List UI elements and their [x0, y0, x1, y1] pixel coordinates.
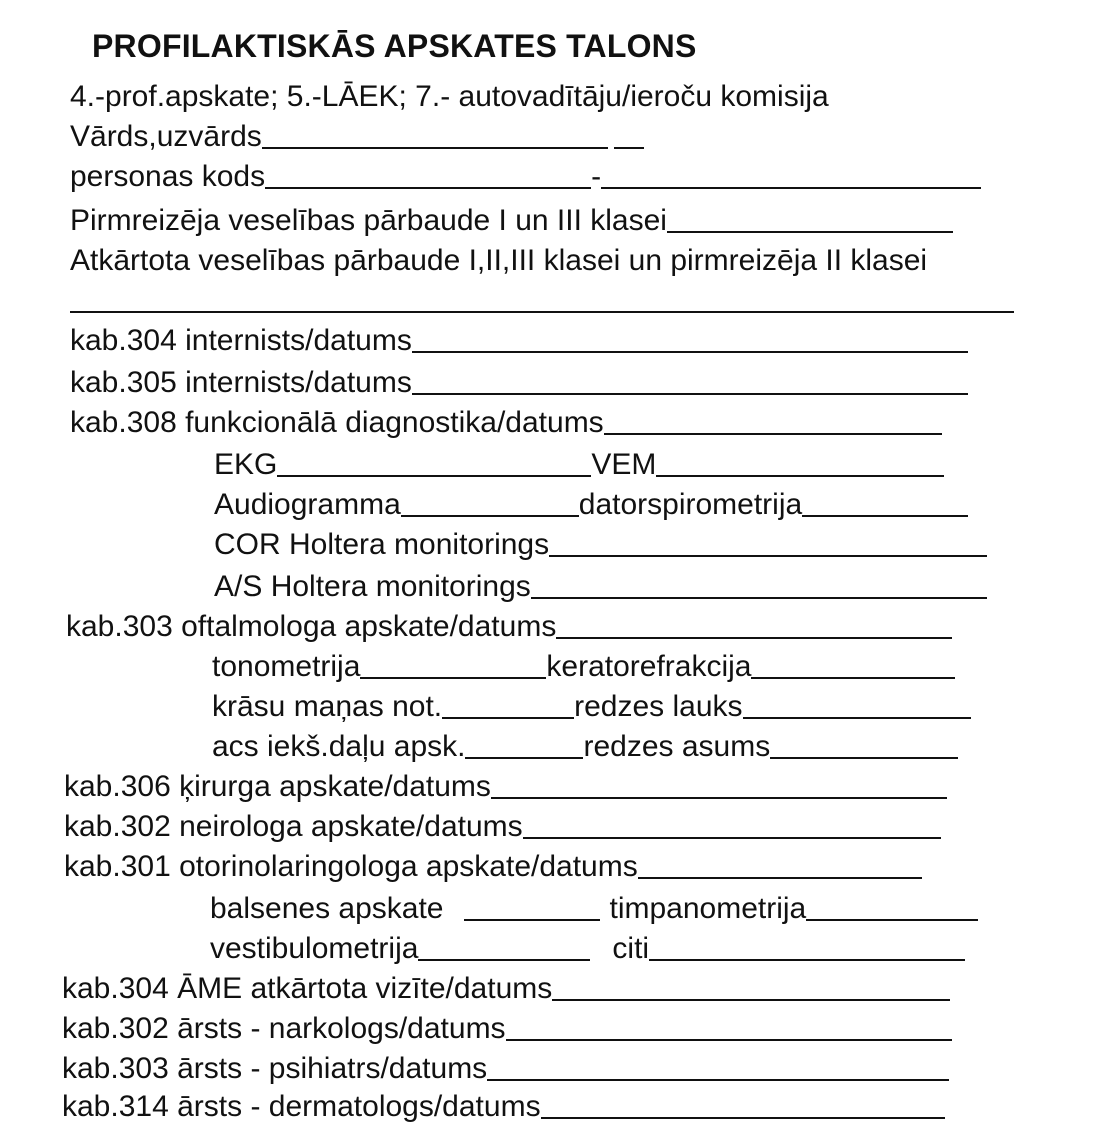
- visual-acuity-field[interactable]: [770, 756, 958, 759]
- date-field[interactable]: [487, 1078, 949, 1081]
- name-label: Vārds,uzvārds: [70, 120, 262, 153]
- row-kab304-internist: [70, 316, 968, 356]
- row-label: kab.306 ķirurga apskate/datums: [64, 770, 491, 803]
- row-audiogramma: [214, 480, 968, 520]
- vem-field[interactable]: [656, 474, 944, 477]
- row-kab302-neirologs: [64, 802, 941, 842]
- row-as-holter: [214, 562, 987, 602]
- row-tonometrija: [212, 642, 955, 682]
- row-kab303-psihiatrs: [62, 1044, 949, 1084]
- other-label: citi: [612, 932, 650, 965]
- row-label: kab.304 internists/datums: [70, 324, 412, 357]
- row-kab306-kirurgs: [64, 762, 947, 802]
- row-label: kab.304 ĀME atkārtota vizīte/datums: [62, 972, 553, 1005]
- tonometrija-label: tonometrija: [212, 650, 361, 683]
- codes-text: 4.-prof.apskate; 5.-LĀEK; 7.- autovadītāju/ieroču komisija: [70, 80, 829, 113]
- vestibulometry-label: vestibulometrija: [210, 932, 419, 965]
- row-krasu-manas: [212, 682, 971, 722]
- cor-holter-field[interactable]: [549, 554, 987, 557]
- row-kab314-dermatologs: [62, 1082, 945, 1122]
- ekg-field[interactable]: [277, 474, 591, 477]
- larynx-field[interactable]: [464, 918, 600, 921]
- audiogramma-field[interactable]: [401, 514, 579, 517]
- date-field[interactable]: [491, 796, 947, 799]
- row-kab308-functional: [70, 398, 942, 438]
- row-kab303-oftalmologs: [66, 602, 952, 642]
- spirometry-field[interactable]: [802, 514, 968, 517]
- row-label: kab.308 funkcionālā diagnostika/datums: [70, 406, 604, 439]
- date-field[interactable]: [556, 636, 952, 639]
- keratorefrakcija-field[interactable]: [751, 676, 955, 679]
- personal-code-field-1[interactable]: [265, 186, 591, 189]
- row-balsenes: [210, 884, 978, 924]
- date-field[interactable]: [506, 1038, 952, 1041]
- repeat-check-label: Atkārtota veselības pārbaude I,II,III klasei un pirmreizēja II klasei: [70, 244, 928, 277]
- date-field[interactable]: [541, 1116, 945, 1119]
- ekg-label: EKG: [214, 448, 278, 481]
- row-kab302-narkologs: [62, 1004, 952, 1044]
- date-field[interactable]: [604, 432, 942, 435]
- row-label: kab.305 internists/datums: [70, 366, 412, 399]
- color-vision-label: krāsu maņas not.: [212, 690, 443, 723]
- row-ekg-vem: [214, 440, 944, 480]
- first-check-field[interactable]: [667, 230, 953, 233]
- row-label: kab.303 ārsts - psihiatrs/datums: [62, 1052, 488, 1085]
- personal-code-separator: -: [591, 160, 602, 193]
- codes-line: [70, 72, 829, 112]
- larynx-label: balsenes apskate: [210, 892, 444, 925]
- keratorefrakcija-label: keratorefrakcija: [546, 650, 752, 683]
- eye-inner-label: acs iekš.daļu apsk.: [212, 730, 466, 763]
- name-row: [70, 112, 644, 152]
- personal-code-row: [70, 152, 981, 192]
- tympanometry-field[interactable]: [806, 918, 978, 921]
- audiogramma-label: Audiogramma: [214, 488, 401, 521]
- personal-code-field-2[interactable]: [601, 186, 981, 189]
- name-field-extra[interactable]: [614, 146, 644, 149]
- row-vestibulometrija: [210, 924, 965, 964]
- personal-code-label: personas kods: [70, 160, 266, 193]
- tonometrija-field[interactable]: [360, 676, 546, 679]
- row-label: kab.302 ārsts - narkologs/datums: [62, 1012, 506, 1045]
- color-vision-field[interactable]: [442, 716, 574, 719]
- as-holter-label: A/S Holtera monitorings: [214, 570, 531, 603]
- date-field[interactable]: [412, 350, 968, 353]
- visual-field-field[interactable]: [743, 716, 971, 719]
- as-holter-field[interactable]: [531, 596, 987, 599]
- tympanometry-label: timpanometrija: [609, 892, 807, 925]
- spirometry-label: datorspirometrija: [578, 488, 803, 521]
- name-field[interactable]: [262, 146, 608, 149]
- date-field[interactable]: [552, 998, 950, 1001]
- date-field[interactable]: [412, 392, 968, 395]
- eye-inner-field[interactable]: [465, 756, 583, 759]
- cor-holter-label: COR Holtera monitorings: [214, 528, 550, 561]
- repeat-check-row: [70, 236, 927, 276]
- row-label: kab.303 oftalmologa apskate/datums: [66, 610, 557, 643]
- row-label: kab.301 otorinolaringologa apskate/datums: [64, 850, 638, 883]
- row-kab305-internist: [70, 358, 968, 398]
- date-field[interactable]: [523, 836, 941, 839]
- first-check-row: [70, 196, 953, 236]
- row-cor-holter: [214, 520, 987, 560]
- visual-field-label: redzes lauks: [574, 690, 743, 723]
- first-check-label: Pirmreizēja veselības pārbaude I un III klasei: [70, 204, 667, 237]
- row-kab304-ame: [62, 964, 950, 1004]
- form-title: PROFILAKTISKĀS APSKATES TALONS: [92, 28, 697, 64]
- repeat-check-field[interactable]: [70, 310, 1014, 313]
- row-label: kab.314 ārsts - dermatologs/datums: [62, 1090, 541, 1123]
- vem-label: VEM: [591, 448, 657, 481]
- row-label: kab.302 neirologa apskate/datums: [64, 810, 523, 843]
- row-acs-ieksdalu: [212, 722, 958, 762]
- visual-acuity-label: redzes asums: [583, 730, 771, 763]
- row-kab301-otorino: [64, 842, 922, 882]
- date-field[interactable]: [638, 876, 922, 879]
- other-field[interactable]: [649, 958, 965, 961]
- vestibulometry-field[interactable]: [418, 958, 590, 961]
